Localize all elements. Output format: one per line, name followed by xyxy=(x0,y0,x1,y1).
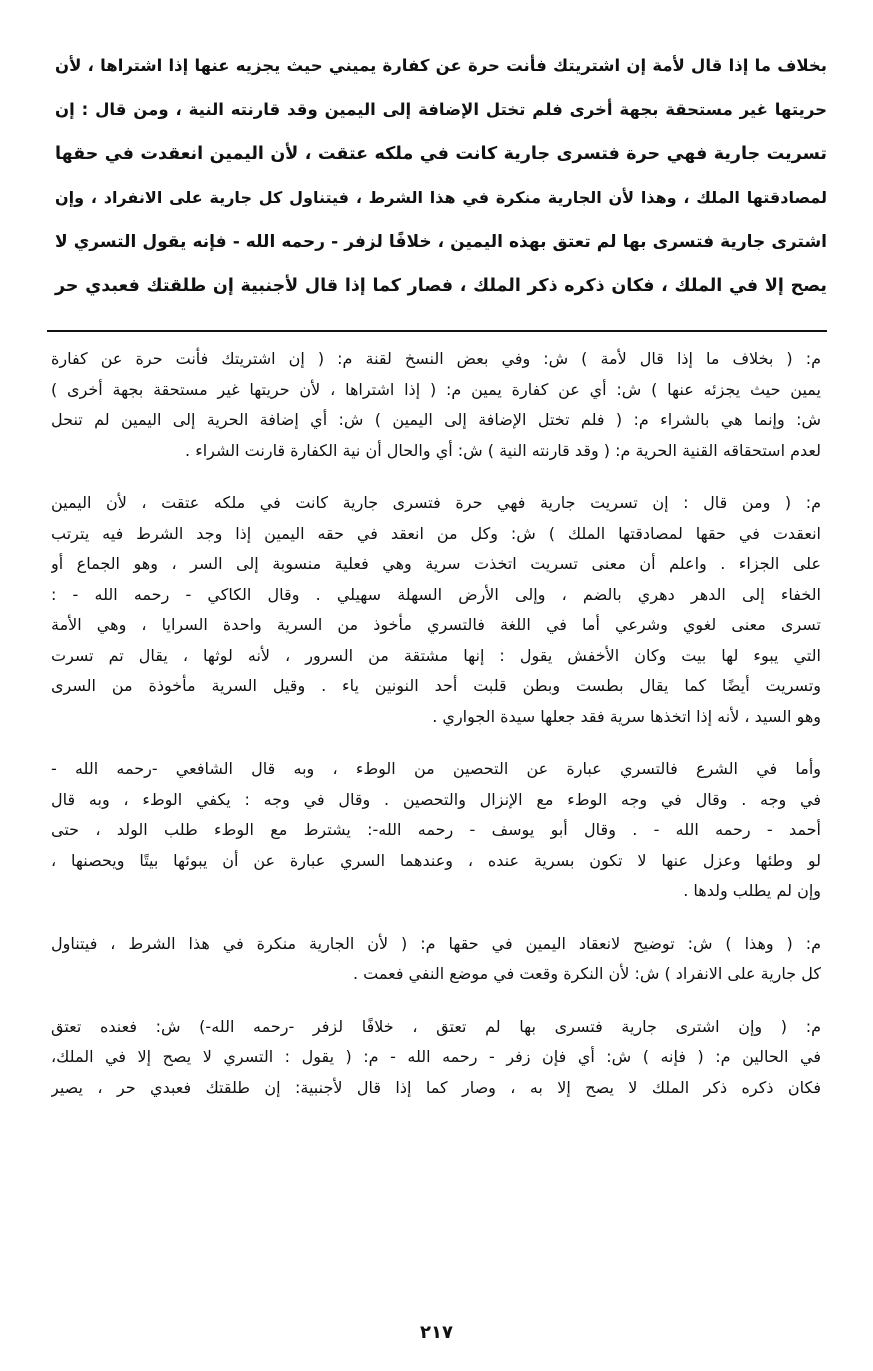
main-text-line: حريتها غير مستحقة بجهة أخرى فلم تختل الإضافة إلى اليمين وقد قارنته النية ، ومن قال : إن xyxy=(55,100,827,119)
main-text-line: يصح إلا في الملك ، فكان ذكره ذكر الملك ، فصار كما إذا قال لأجنبية إن طلقتك فعبدي حر xyxy=(55,276,827,296)
commentary-paragraph xyxy=(51,488,821,732)
commentary-line: لعدم استحقاقه القنية الحرية م: ( وقد قارنته النية ) ش: أي والحال أن نية الكفارة قارنت الشراء . xyxy=(185,440,821,460)
commentary-line: لو وطئها وعزل عنها لا تكون بسرية عنده ، وعندهما السري عبارة عن أن يبوئها بيتًا ويحصنها ، xyxy=(51,850,821,870)
commentary-paragraph xyxy=(51,754,821,907)
commentary-line: أحمد - رحمه الله - . وقال أبو يوسف - رحمه الله-: يشترط مع الوطء طلب الولد ، حتى xyxy=(51,820,821,839)
commentary-paragraph xyxy=(51,1012,821,1104)
commentary-paragraph xyxy=(51,344,821,466)
commentary-line: التي يبوء لها بيت وكان الأخفش يقول : إنها مشتقة من السرور ، لأنه لوثها ، يقال تم تسرت xyxy=(51,645,821,665)
main-text xyxy=(55,44,827,308)
commentary-line: م: ( وإن اشترى جارية فتسرى بها لم تعتق ، خلافًا لزفر -رحمه الله-) ش: فعنده تعتق xyxy=(51,1016,821,1036)
commentary-paragraph xyxy=(51,929,821,990)
commentary-line: في وجه . وقال في وجه الوطء مع الإنزال والتحصين . وقال في وجه : يكفي الوطء ، وبه قال xyxy=(51,789,821,809)
commentary-line: وهو السيد ، لأنه إذا اتخذها سرية فقد جعلها سيدة الجواري . xyxy=(432,706,821,726)
commentary-line: وأما في الشرع فالتسري عبارة عن التحصين من الوطء ، وبه قال الشافعي -رحمه الله - xyxy=(51,759,821,778)
main-text-line: بخلاف ما إذا قال لأمة إن اشتريتك فأنت حرة عن كفارة يميني حيث يجزيه عنها إذا اشتراها ، لأن xyxy=(55,56,827,75)
commentary-line: انعقدت في حقها لمصادقتها الملك ) ش: وكل من انعقد في حقه اليمين إذا وجد الشرط فيه يترتب xyxy=(51,523,821,543)
commentary-line: في الحالين م: ( فإنه ) ش: أي فإن زفر - رحمه الله - م: ( يقول : التسري لا يصح إلا في الملك، xyxy=(51,1047,821,1066)
commentary-line: وتسريت أيضًا كما يقال بطست وبطن قلبت أحد النونين ياء . وقيل السرية مأخوذة من السرى xyxy=(51,676,821,695)
commentary-line: يمين حيث يجزئه عنها ) ش: أي عن كفارة يمين م: ( إذا اشتراها ، لأن حريتها غير مستحقة بجهة أخرى ) xyxy=(51,379,821,399)
commentary-line: م: ( وهذا ) ش: توضيح لانعقاد اليمين في حقها م: ( لأن الجارية منكرة في هذا الشرط ، فيتناول xyxy=(51,933,821,953)
commentary-line: كل جارية على الانفراد ) ش: لأن النكرة وقعت في موضع النفي فعمت . xyxy=(352,964,821,983)
commentary-line: تسرى معنى لغوي وشرعي أما في اللغة فالتسري مأخوذ من السرية واحدة السرايا ، وهي الأمة xyxy=(51,615,821,634)
page-number: ٢١٧ xyxy=(420,1322,453,1343)
footnote-separator xyxy=(47,330,827,332)
commentary-line: ش: وإنما هي بالشراء م: ( فلم تختل الإضافة إلى اليمين ) ش: أي إضافة الحرية إلى اليمين لم تنحل xyxy=(51,410,821,429)
main-text-line: تسريت جارية فهي حرة فتسرى جارية كانت في ملكه عتقت ، لأن اليمين انعقدت في حقها xyxy=(55,144,827,164)
commentary-line: فكان ذكره ذكر الملك لا يصح إلا به ، وصار كما إذا قال لأجنبية: إن طلقتك فعبدي حر ، يصير xyxy=(51,1077,821,1097)
commentary-line: على الجزاء . واعلم أن معنى تسريت اتخذت سرية وهي فعلية منسوبة إلى السر ، وهو الجماع أو xyxy=(51,554,821,573)
commentary-line: وإن لم يطلب ولدها . xyxy=(683,881,821,900)
main-text-line: لمصادقتها الملك ، وهذا لأن الجارية منكرة في هذا الشرط ، فيتناول كل جارية على الانفراد ، وإن xyxy=(55,188,827,207)
commentary-line: م: ( ومن قال : إن تسريت جارية فهي حرة فتسرى جارية كانت في ملكه عتقت ، لأن اليمين xyxy=(51,493,821,512)
commentary-line: م: ( بخلاف ما إذا قال لأمة ) ش: وفي بعض النسخ لقنة م: ( إن اشتريتك فأنت حرة عن كفارة xyxy=(51,349,821,368)
commentary xyxy=(51,344,821,1125)
commentary-line: الخفاء إلى الدهر دهري بالضم ، وإلى الأرض السهلة سهيلي . وقال الكاكي - رحمه الله - : xyxy=(51,584,821,604)
main-text-line: اشترى جارية فتسرى بها لم تعتق بهذه اليمين ، خلافًا لزفر - رحمه الله - فإنه يقول التسري لا xyxy=(55,232,827,252)
